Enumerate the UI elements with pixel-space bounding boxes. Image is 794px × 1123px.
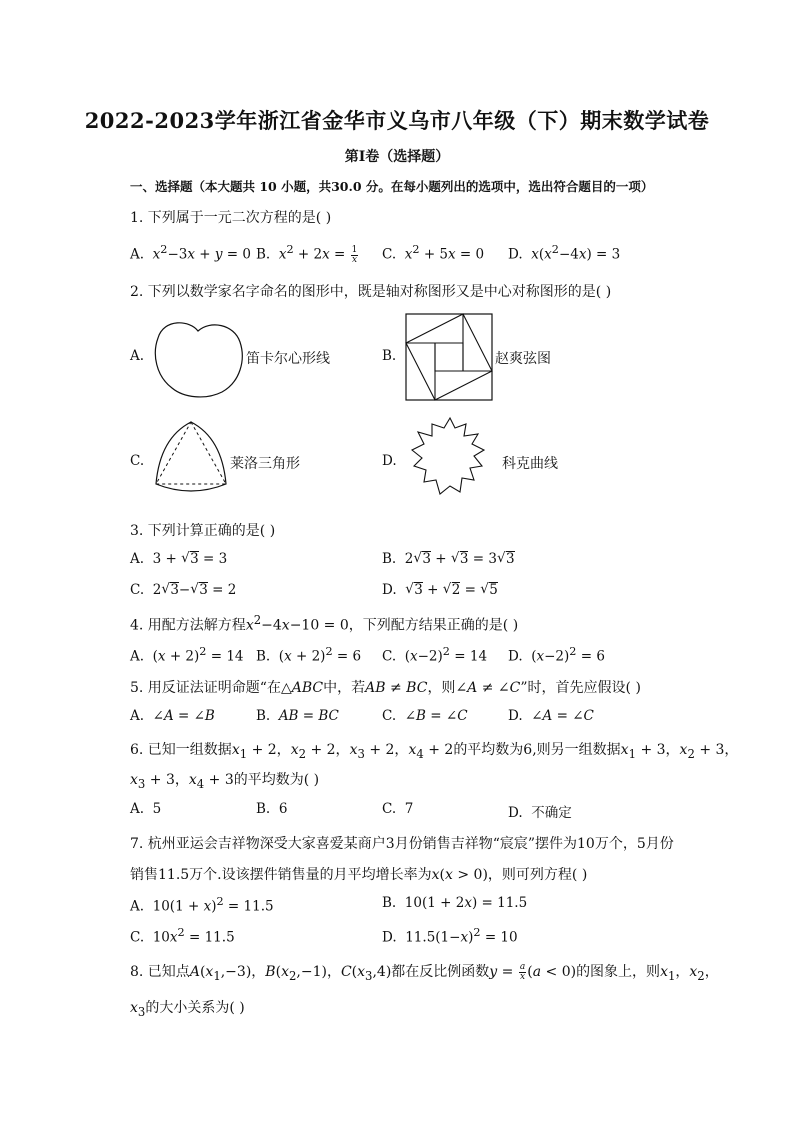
zhao-shuang-diagram: [405, 313, 493, 401]
q7-option-d: D. $11.5(1-x)^2 = 10$: [382, 926, 518, 946]
q6-option-c: C. 7: [382, 801, 414, 817]
page-title: 2022-2023学年浙江省金华市义乌市八年级（下）期末数学试卷: [84, 108, 710, 133]
koch-curve-figure: [400, 416, 500, 508]
q4-option-a: A. $(x + 2)^2 = 14$: [130, 645, 244, 665]
q2-option-b-letter: B.: [382, 348, 397, 364]
q1-stem: 1. 下列属于一元二次方程的是( ): [130, 210, 332, 226]
q2-option-c-letter: C.: [130, 453, 145, 469]
q2-label-reuleaux: 莱洛三角形: [230, 456, 300, 472]
q2-label-koch: 科克曲线: [502, 456, 558, 472]
q3-stem: 3. 下列计算正确的是( ): [130, 523, 276, 539]
q2-stem: 2. 下列以数学家名字命名的图形中，既是轴对称图形又是中心对称图形的是( ): [130, 284, 612, 300]
q7-stem-line2: 销售11.5万个.设该摆件销售量的月平均增长率为x(x > 0)，则可列方程( ): [130, 867, 588, 883]
q8-stem-line2: $x_3$的大小关系为( ): [130, 1000, 245, 1019]
q3-option-c: C. 2√ 3−√ 3 = 2: [130, 582, 236, 598]
q4-option-c: C. $(x-2)^2 = 14$: [382, 645, 488, 665]
q5-option-d: D. ∠A = ∠C: [508, 708, 594, 724]
q6-option-b: B. 6: [256, 801, 288, 817]
q2-label-cardioid: 笛卡尔心形线: [246, 351, 330, 367]
q4-stem: 4. 用配方法解方程$x^2-4x-10 = 0$，下列配方结果正确的是( ): [130, 613, 519, 634]
q2-label-zhao: 赵爽弦图: [495, 351, 551, 367]
q6-option-a: A. 5: [130, 801, 162, 817]
q5-option-b: B. AB = BC: [256, 708, 339, 724]
q7-option-a: A. $10(1 + x)^2 = 11.5$: [130, 895, 274, 915]
q3-option-a: A. 3 + √ 3 = 3: [130, 551, 227, 567]
q6-stem-line2: $x_3 + 3$，$x_4 + 3$的平均数为( ): [130, 772, 320, 791]
q8-stem: 8. 已知点$A(x_1,-3)$，$B(x_2,-1)$，$C(x_3,4)$都在反比例函数y = $\frac{a}{x}$ (a < 0)的图象上，则$x_1$，$x_2$，: [130, 961, 719, 983]
q6-option-d: D. 不确定: [508, 805, 572, 821]
q1-option-b: B. $x^2 + 2x$ = $\frac{1}{x}$: [256, 243, 358, 265]
q1-option-a: A. $x^2-3x + y = 0$: [130, 243, 251, 263]
q7-stem: 7. 杭州亚运会吉祥物深受大家喜爱某商户3月份销售吉祥物“宸宸”摆件为10万个，5月份: [130, 836, 674, 852]
section-heading: 一、选择题（本大题共 10 小题，共30.0 分。在每小题列出的选项中，选出符合题目的一项）: [130, 179, 654, 194]
reuleaux-triangle-figure: [150, 418, 232, 496]
q5-stem: 5. 用反证法证明命题“在△ABC中，若AB ≠ BC，则∠A ≠ ∠C”时，首先应假设( ): [130, 680, 641, 696]
q4-option-d: D. $(x-2)^2 = 6$: [508, 645, 605, 665]
q2-option-a-letter: A.: [130, 348, 145, 364]
q4-option-b: B. $(x + 2)^2 = 6$: [256, 645, 362, 665]
q1-option-c: C. $x^2 + 5x = 0$: [382, 243, 485, 263]
q3-option-d: D. √ 3 + √ 2 = √ 5: [382, 582, 498, 598]
q1-option-d: D. $x(x^2-4x) = 3$: [508, 243, 621, 263]
q5-option-c: C. ∠B = ∠C: [382, 708, 468, 724]
cardioid-figure: [150, 318, 246, 402]
volume-subtitle: 第I卷（选择题）: [344, 149, 450, 165]
q5-option-a: A. ∠A = ∠B: [130, 708, 215, 724]
q3-option-b: B. 2√ 3 + √ 3 = 3√ 3: [382, 551, 515, 567]
q7-option-c: C. $10x^2 = 11.5$: [130, 926, 235, 946]
q7-option-b: B. 10(1 + 2x) = 11.5: [382, 895, 528, 911]
q6-stem: 6. 已知一组数据$x_1 + 2$，$x_2 + 2$，$x_3 + 2$，$x_4 + 2$的平均数为6,则另一组数据$x_1 + 3$，$x_2 + 3$，: [130, 742, 739, 761]
q2-option-d-letter: D.: [382, 453, 397, 469]
